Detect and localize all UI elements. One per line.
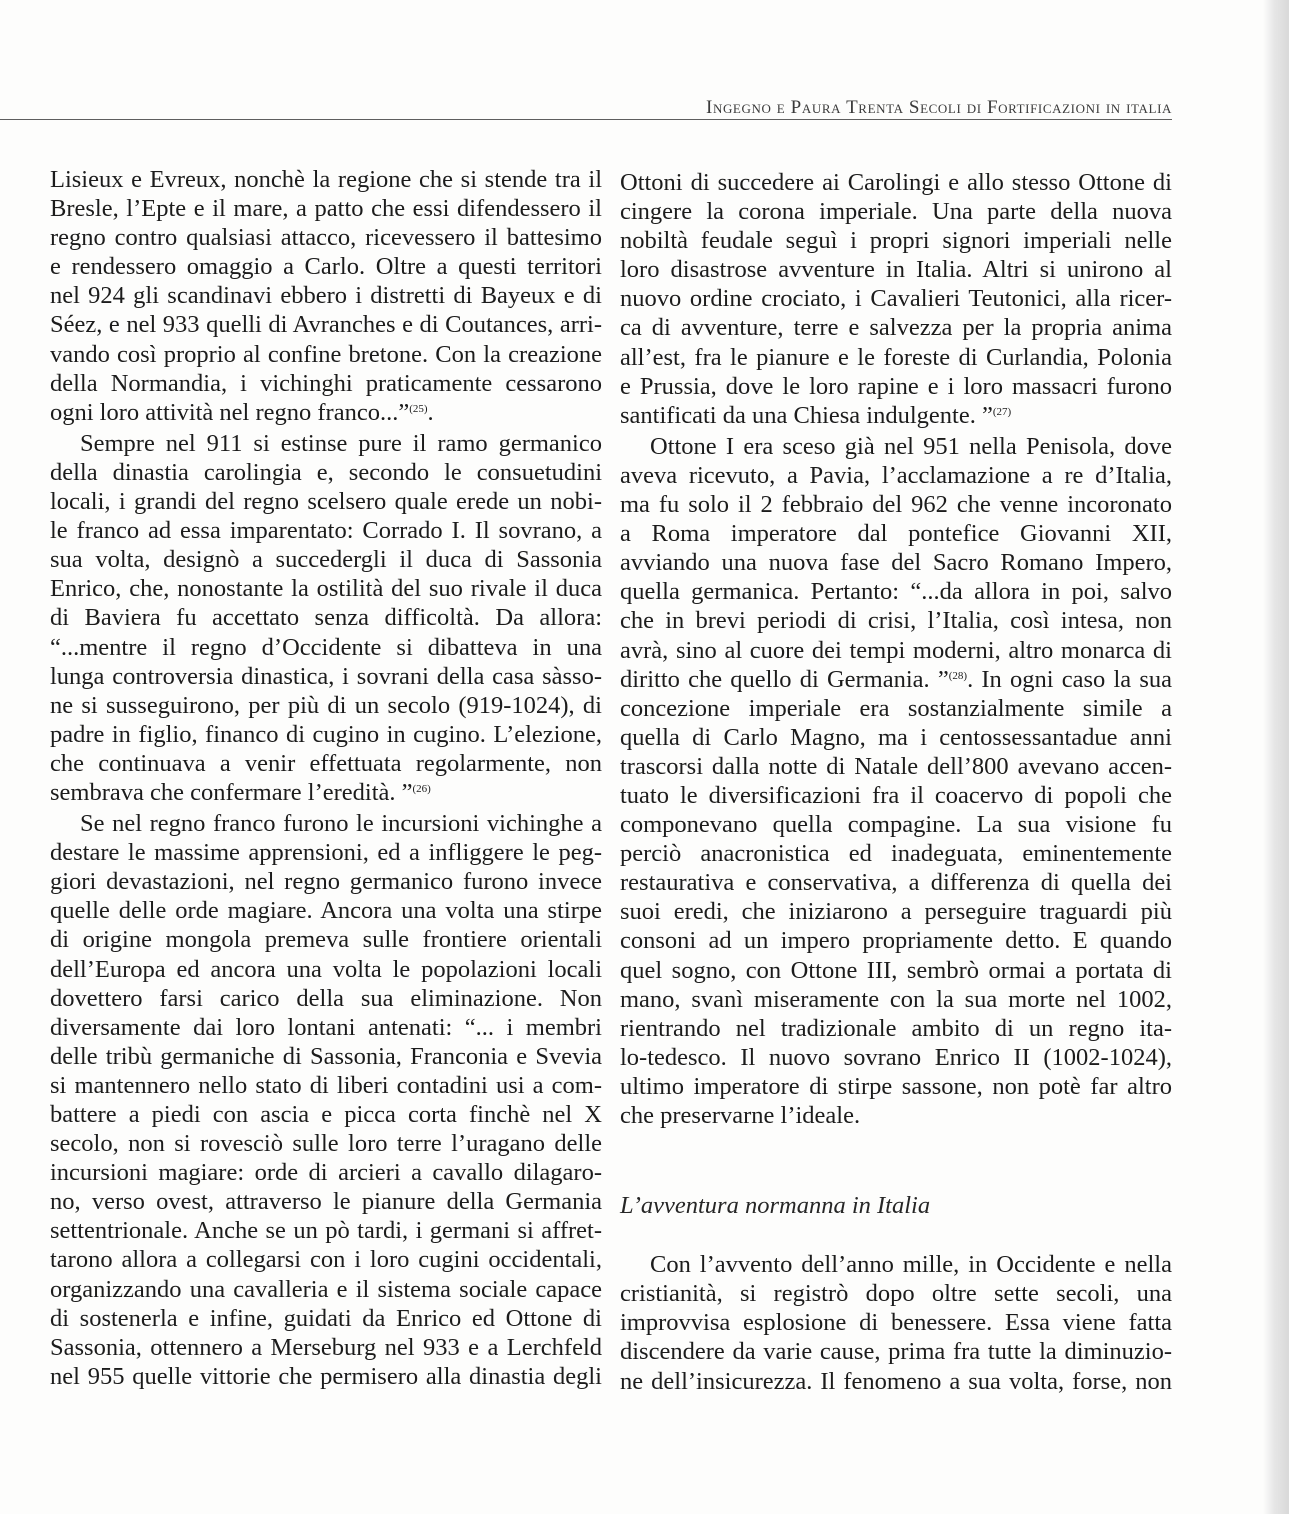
paragraph xyxy=(620,168,1172,430)
text-line: diversamente dai loro lontani antenati: “... i membri xyxy=(50,1013,602,1041)
text-line: incursioni magiare: orde di arcieri a cavallo dilagaro- xyxy=(50,1159,602,1187)
text-line: cingere la corona imperiale. Una parte della nuova xyxy=(620,198,1172,226)
text-line: settentrionale. Anche se un pò tardi, i germani si affret- xyxy=(50,1217,602,1245)
text-line: concezione imperiale era sostanzialmente simile a xyxy=(620,694,1172,722)
text-line: ma fu solo il 2 febbraio del 962 che venne incoronato xyxy=(620,491,1172,519)
text-line: della Normandia, i vichinghi praticamente cessarono xyxy=(50,369,602,397)
text-line xyxy=(620,401,1172,430)
text-line: quella di Carlo Magno, ma i centossessantadue anni xyxy=(620,723,1172,751)
text-line: locali, i grandi del regno scelsero quale erede un nobi- xyxy=(50,488,602,516)
text-line: della dinastia carolingia e, secondo le consuetudini xyxy=(50,458,602,486)
text-line: Lisieux e Evreux, nonchè la regione che si stende tra il xyxy=(50,166,602,193)
text-line: ne si susseguirono, per più di un secolo (919-1024), di xyxy=(50,691,602,719)
paragraph xyxy=(620,432,1172,1130)
text-line: lo-tedesco. Il nuovo sovrano Enrico II (1002-1024), xyxy=(620,1043,1172,1071)
text-line: Enrico, che, nonostante la ostilità del suo rivale il duca xyxy=(50,575,602,603)
text-line: le franco ad essa imparentato: Corrado I. Il sovrano, a xyxy=(50,517,602,545)
text-line: che preservarne l’ideale. xyxy=(620,1102,861,1129)
text-line xyxy=(620,665,1172,694)
text-line xyxy=(50,778,602,807)
text-line: ca di avventure, terre e salvezza per la propria anima xyxy=(620,314,1172,342)
text-run: ogni loro attività nel regno franco...” xyxy=(50,398,410,426)
page-edge-shadow xyxy=(1263,0,1289,1514)
text-line: ultimo imperatore di stirpe sassone, non potè far altro xyxy=(620,1072,1172,1100)
text-line: organizzando una cavalleria e il sistema sociale capace xyxy=(50,1275,602,1303)
text-line: tuato le diversificazioni fra il coacervo di popoli che xyxy=(620,781,1172,809)
text-line: avviando una nuova fase del Sacro Romano Impero, xyxy=(620,549,1172,577)
paragraph xyxy=(50,165,602,427)
text-line: consoni ad un impero propriamente detto. E quando xyxy=(620,927,1172,955)
text-line: di origine mongola premeva sulle frontiere orientali xyxy=(50,926,602,954)
text-line: Ottone I era sceso già nel 951 nella Penisola, dove xyxy=(650,432,1172,460)
text-line: avrà, sino al cuore dei tempi moderni, altro monarca di xyxy=(620,636,1172,664)
text-line: discendere da varie cause, prima fra tutte la diminuzio- xyxy=(620,1338,1172,1366)
text-line: a Roma imperatore dal pontefice Giovanni XII, xyxy=(620,520,1172,548)
text-line: giori devastazioni, nel regno germanico furono invece xyxy=(50,868,602,896)
text-line: no, verso ovest, attraverso le pianure della Germania xyxy=(50,1188,602,1216)
text-line: battere a piedi con ascia e picca corta finchè nel X xyxy=(50,1101,602,1128)
text-line: suoi eredi, che iniziarono a perseguire traguardi più xyxy=(620,898,1172,926)
text-line: si mantennero nello stato di liberi contadini usi a com- xyxy=(50,1071,602,1099)
text-line: restaurativa e conservativa, a differenza di quella dei xyxy=(620,869,1172,897)
text-line: trascorsi dalla notte di Natale dell’800 avevano accen- xyxy=(620,752,1172,780)
text-run: santificati da una Chiesa indulgente. ” xyxy=(620,401,993,429)
text-line: padre in figlio, financo di cugino in cugino. L’elezione, xyxy=(50,720,602,748)
text-run: diritto che quello di Germania. ” xyxy=(620,665,949,693)
text-line: rientrando nel tradizionale ambito di un regno ita- xyxy=(620,1014,1172,1042)
text-line: all’est, fra le pianure e le foreste di Curlandia, Polonia xyxy=(620,343,1172,371)
text-line: Se nel regno franco furono le incursioni vichinghe a xyxy=(80,810,602,838)
text-line: mano, svanì miseramente con la sua morte nel 1002, xyxy=(620,985,1172,1013)
footnote-ref: (25) xyxy=(409,402,428,415)
footnote-ref: (28) xyxy=(948,669,968,682)
text-line: loro disastrose avventure in Italia. Altri si unirono al xyxy=(620,256,1172,284)
text-line: Séez, e nel 933 quelli di Avranches e di Coutances, arri- xyxy=(50,311,602,339)
text-line xyxy=(50,398,602,427)
text-run: . xyxy=(427,398,434,426)
header-rule xyxy=(0,119,1172,120)
text-line: vando così proprio al confine bretone. Con la creazione xyxy=(50,340,602,368)
text-line: quel sogno, con Ottone III, sembrò ormai a portata di xyxy=(620,956,1172,984)
text-line: che continuava a venir effettuata regolarmente, non xyxy=(50,749,602,777)
text-line: Sassonia, ottennero a Merseburg nel 933 e a Lerchfeld xyxy=(50,1333,602,1361)
text-line: improvvisa esplosione di benessere. Essa viene fatta xyxy=(620,1309,1172,1337)
text-line: Bresle, l’Epte e il mare, a patto che essi difendessero il xyxy=(50,195,602,223)
text-line: componevano quella compagine. La sua visione fu xyxy=(620,811,1172,839)
left-column xyxy=(50,165,602,1391)
footnote-ref: (27) xyxy=(992,405,1012,418)
text-line: regno contro qualsiasi attacco, ricevessero il battesimo xyxy=(50,224,602,252)
text-line: sua volta, designò a succedergli il duca di Sassonia xyxy=(50,546,602,574)
text-line: Ottoni di succedere ai Carolingi e allo stesso Ottone di xyxy=(620,169,1172,196)
text-line: secolo, non si rovesciò sulle loro terre l’uragano delle xyxy=(50,1130,602,1158)
text-line: e rendessero omaggio a Carlo. Oltre a questi territori xyxy=(50,253,602,281)
text-line: nuovo ordine crociato, i Cavalieri Teutonici, alla ricer- xyxy=(620,285,1172,313)
paragraph xyxy=(50,429,602,807)
text-line: e Prussia, dove le loro rapine e i loro massacri furono xyxy=(620,372,1172,400)
text-line: perciò anacronistica ed inadeguata, eminentemente xyxy=(620,840,1172,868)
right-column xyxy=(620,168,1172,1396)
text-line: tarono allora a collegarsi con i loro cugini occidentali, xyxy=(50,1246,602,1274)
footnote-ref: (26) xyxy=(412,782,431,795)
text-line: nel 924 gli scandinavi ebbero i distretti di Bayeux e di xyxy=(50,282,602,310)
text-line: nobiltà feudale seguì i propri signori imperiali nelle xyxy=(620,227,1172,255)
paragraph xyxy=(50,809,602,1391)
text-line: lunga controversia dinastica, i sovrani della casa sàsso- xyxy=(50,662,602,690)
text-line: aveva ricevuto, a Pavia, l’acclamazione a re d’Italia, xyxy=(620,461,1172,489)
text-line: dovettero farsi carico della sua eliminazione. Non xyxy=(50,984,602,1012)
text-run: . In ogni caso la sua xyxy=(967,665,1172,693)
text-line: di Baviera fu accettato senza difficoltà. Da allora: xyxy=(50,604,602,632)
text-line: che in brevi periodi di crisi, l’Italia, così intesa, non xyxy=(620,607,1172,635)
text-line: quella germanica. Pertanto: “...da allora in poi, salvo xyxy=(620,578,1172,606)
text-line: quelle delle orde magiare. Ancora una volta una stirpe xyxy=(50,897,602,925)
paragraph xyxy=(620,1250,1172,1395)
text-line: “...mentre il regno d’Occidente si dibatteva in una xyxy=(50,633,602,661)
text-line: di sostenerla e infine, guidati da Enrico ed Ottone di xyxy=(50,1304,602,1332)
text-line: Sempre nel 911 si estinse pure il ramo germanico xyxy=(80,429,602,457)
text-line: ne dell’insicurezza. Il fenomeno a sua volta, forse, non xyxy=(620,1367,1172,1395)
text-run: sembrava che confermare l’eredità. ” xyxy=(50,778,413,806)
text-line: cristianità, si registrò dopo oltre sette secoli, una xyxy=(620,1280,1172,1308)
text-line: destare le massime apprensioni, ed a infliggere le peg- xyxy=(50,839,602,867)
text-line: delle tribù germaniche di Sassonia, Franconia e Svevia xyxy=(50,1042,602,1070)
running-header: Ingegno e Paura Trenta Secoli di Fortificazioni in italia xyxy=(706,97,1172,118)
section-heading: L’avventura normanna in Italia xyxy=(620,1192,931,1220)
text-line: nel 955 quelle vittorie che permisero alla dinastia degli xyxy=(50,1362,602,1390)
text-line: Con l’avvento dell’anno mille, in Occidente e nella xyxy=(650,1251,1172,1279)
text-line: dell’Europa ed ancora una volta le popolazioni locali xyxy=(50,955,602,983)
